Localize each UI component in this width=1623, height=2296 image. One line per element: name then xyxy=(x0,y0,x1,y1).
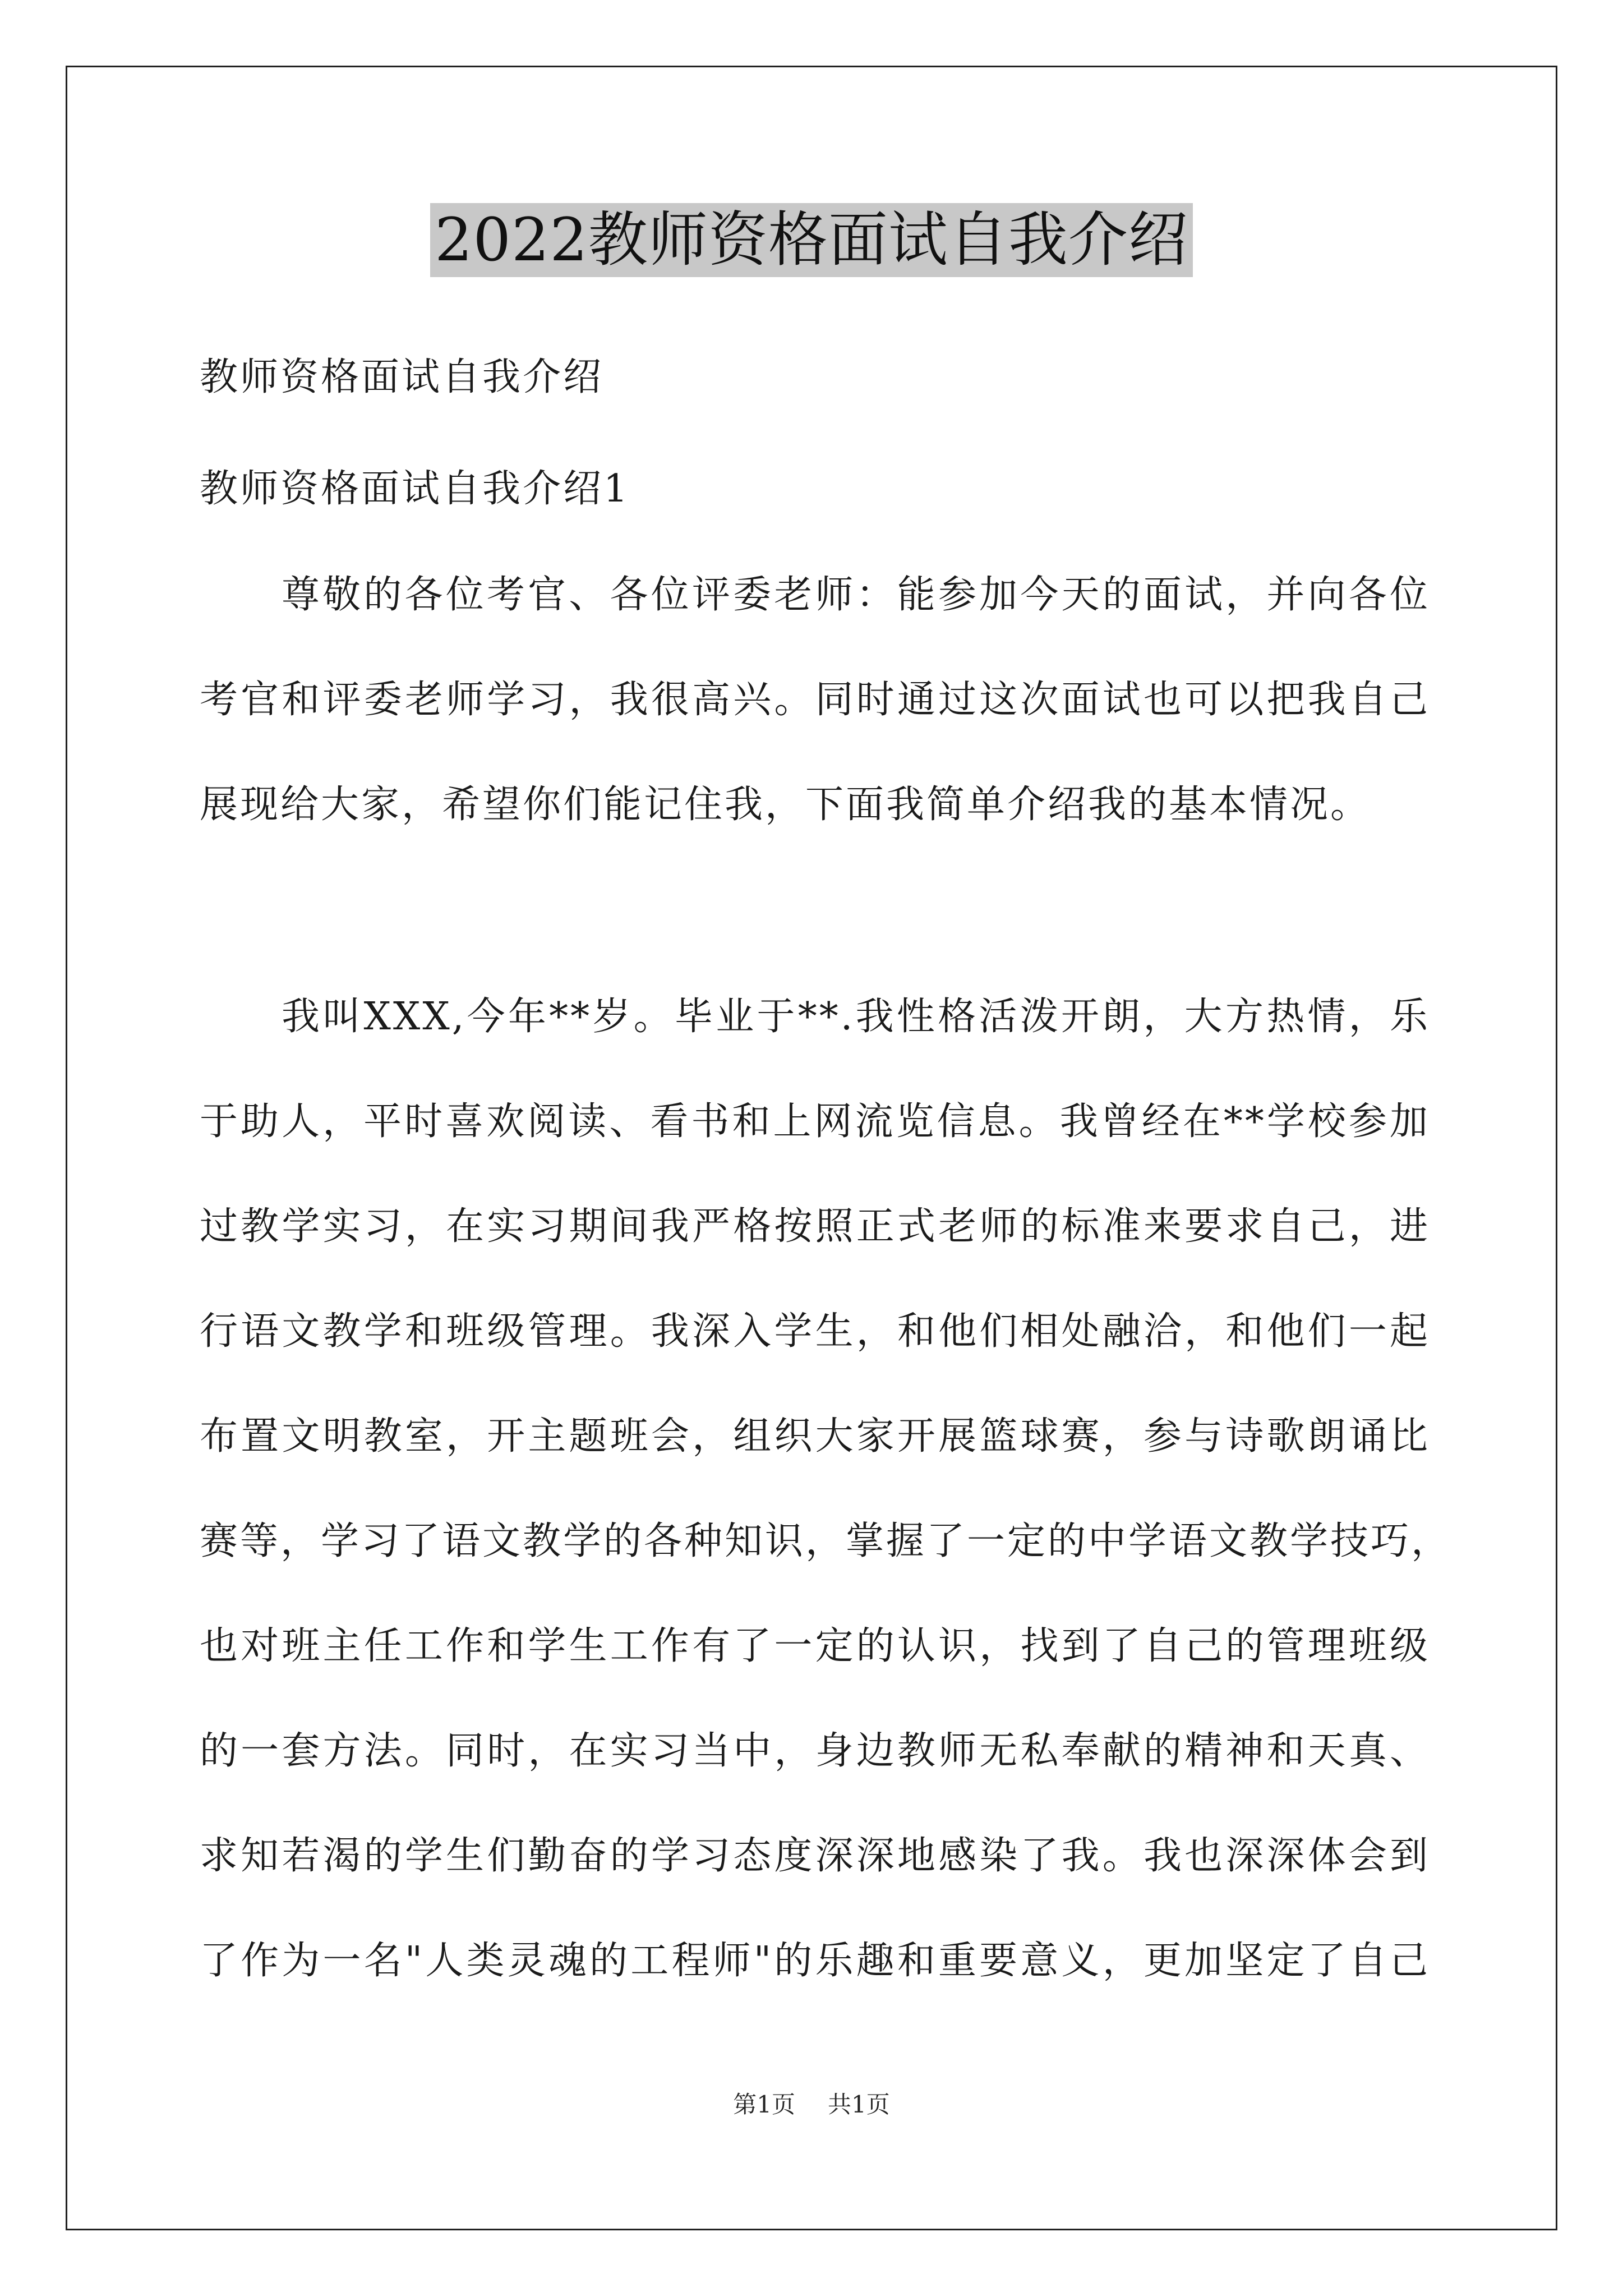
page-footer xyxy=(0,2089,1623,2120)
page-total: 共1页 xyxy=(828,2091,890,2118)
paragraph-line: 行语文教学和班级管理。我深入学生，和他们相处融洽，和他们一起 xyxy=(200,1309,1430,1354)
paragraph-line: 也对班主任工作和学生工作有了一定的认识，找到了自己的管理班级 xyxy=(200,1624,1430,1668)
title-container xyxy=(0,203,1623,277)
paragraph-line: 我叫XXX,今年**岁。毕业于**.我性格活泼开朗，大方热情，乐 xyxy=(282,995,1430,1039)
page-number: 第1页 xyxy=(733,2091,795,2118)
document-title: 2022教师资格面试自我介绍 xyxy=(430,203,1193,277)
paragraph-line: 赛等，学习了语文教学的各种知识，掌握了一定的中学语文教学技巧， xyxy=(200,1519,1452,1563)
paragraph-line: 布置文明教室，开主题班会，组织大家开展篮球赛，参与诗歌朗诵比 xyxy=(200,1414,1430,1458)
paragraph-line: 过教学实习，在实习期间我严格按照正式老师的标准来要求自己，进 xyxy=(200,1204,1430,1249)
heading-line: 教师资格面试自我介绍 xyxy=(200,355,604,399)
paragraph-line: 展现给大家，希望你们能记住我，下面我简单介绍我的基本情况。 xyxy=(200,783,1371,827)
paragraph-line: 的一套方法。同时，在实习当中，身边教师无私奉献的精神和天真、 xyxy=(200,1729,1430,1773)
heading-line: 教师资格面试自我介绍1 xyxy=(200,467,630,511)
paragraph-line: 尊敬的各位考官、各位评委老师：能参加今天的面试，并向各位 xyxy=(282,573,1430,617)
paragraph-line: 了作为一名"人类灵魂的工程师"的乐趣和重要意义，更加坚定了自己 xyxy=(200,1939,1430,1983)
paragraph-line: 求知若渴的学生们勤奋的学习态度深深地感染了我。我也深深体会到 xyxy=(200,1834,1430,1878)
paragraph-line: 考官和评委老师学习，我很高兴。同时通过这次面试也可以把我自己 xyxy=(200,678,1430,722)
paragraph-line: 于助人，平时喜欢阅读、看书和上网流览信息。我曾经在**学校参加 xyxy=(200,1099,1430,1144)
